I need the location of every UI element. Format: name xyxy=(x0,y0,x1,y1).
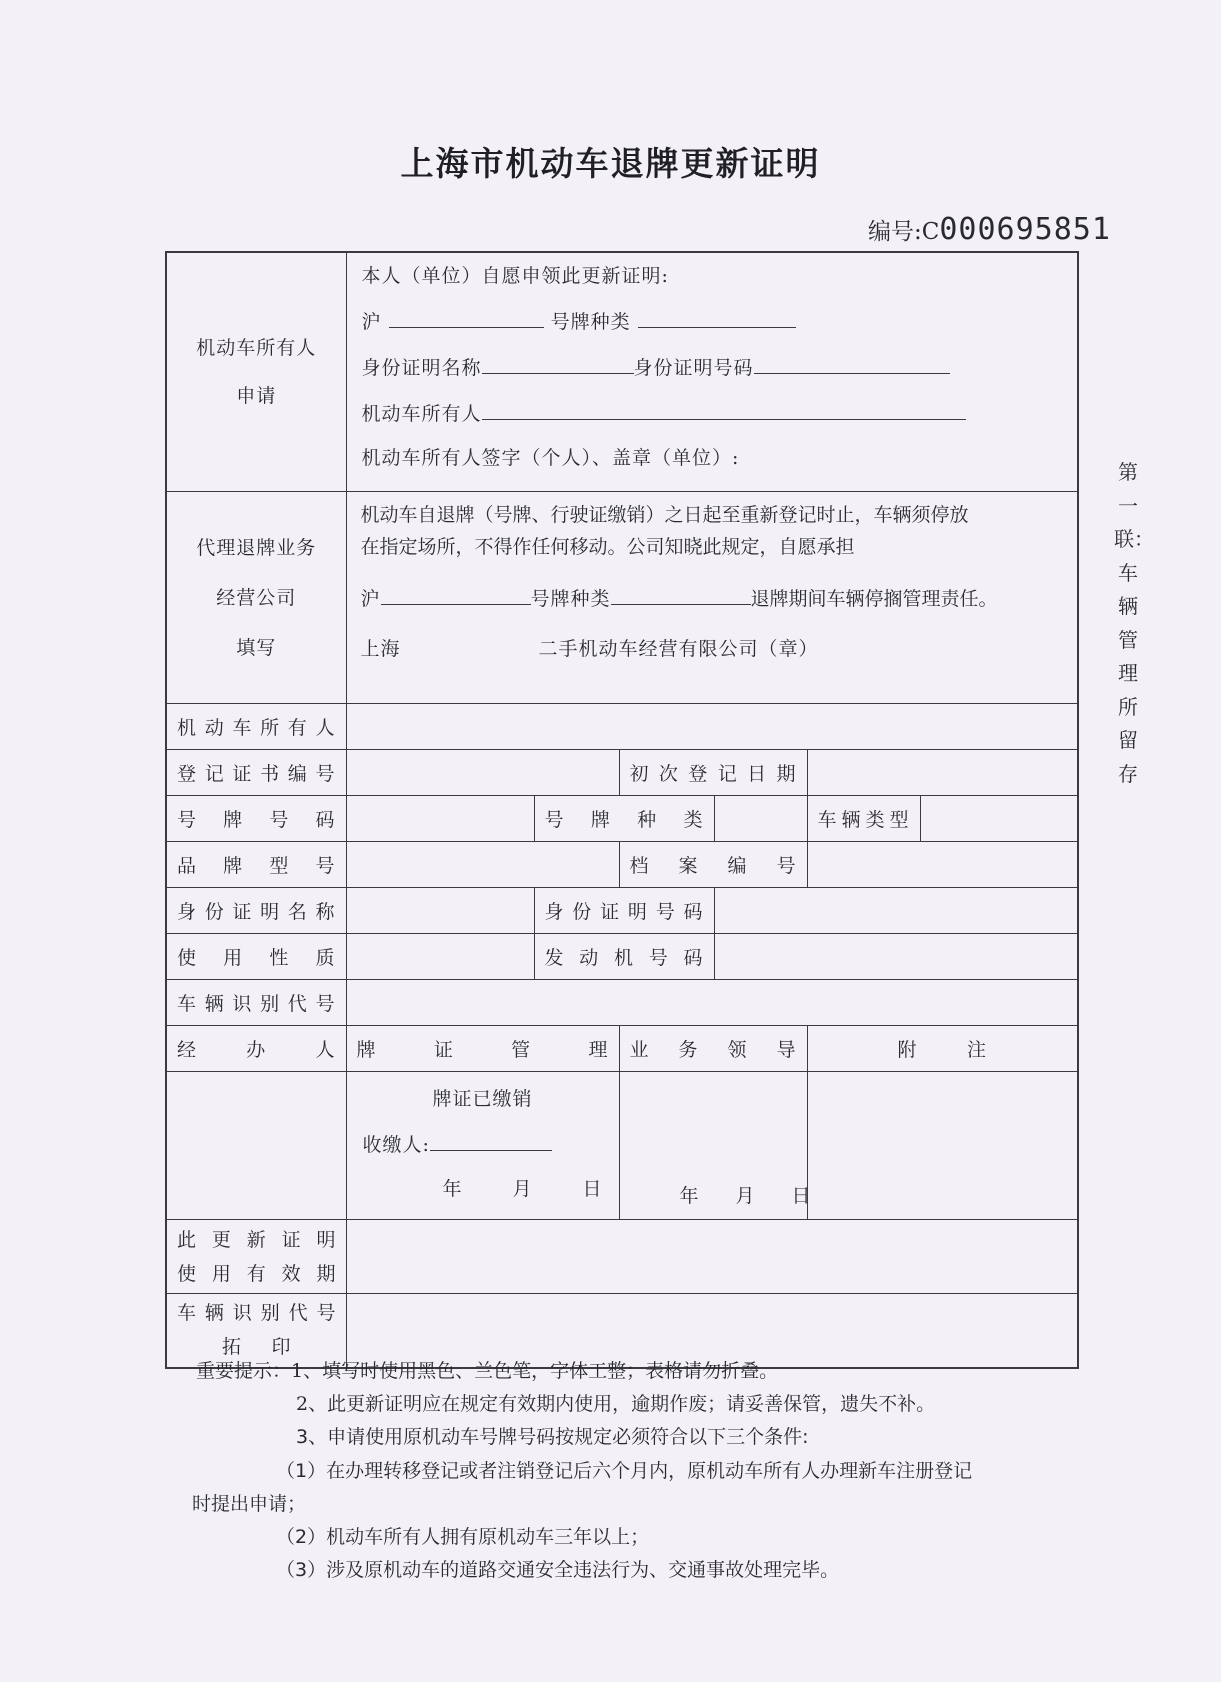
plate-number-blank[interactable] xyxy=(389,309,544,328)
value-vin[interactable] xyxy=(346,980,1078,1026)
label-plate-type: 号牌种类 xyxy=(534,796,714,842)
agent-row xyxy=(166,492,1078,704)
note-4a: （1）在办理转移登记或者注销登记后六个月内，原机动车所有人办理新车注册登记 xyxy=(276,1460,973,1482)
label-leader: 业务领导 xyxy=(619,1026,807,1072)
owner-name-blank[interactable] xyxy=(482,401,966,420)
id-number-blank[interactable] xyxy=(754,355,950,374)
remark-cell[interactable] xyxy=(807,1072,1078,1220)
note-5: （2）机动车所有人拥有原机动车三年以上； xyxy=(276,1526,650,1548)
note-4b: 时提出申请； xyxy=(192,1493,307,1515)
row-plate xyxy=(166,796,1078,842)
label-vin: 车辆识别代号 xyxy=(166,980,346,1026)
value-first-reg-date[interactable] xyxy=(807,750,1078,796)
handler-cell[interactable] xyxy=(166,1072,346,1220)
page-title: 上海市机动车退牌更新证明 xyxy=(400,144,821,183)
value-usage[interactable] xyxy=(346,934,534,980)
row-owner xyxy=(166,704,1078,750)
owner-apply-block: 本人（单位）自愿申领此更新证明: 沪 号牌种类 身份证明名称 身份证明号码 机动车所有人 机动车所有人签字（个人）、盖章（单位）: xyxy=(346,252,1078,492)
value-id-number[interactable] xyxy=(714,888,1078,934)
serial-label: 编号:C xyxy=(868,219,940,245)
agent-text-1: 机动车自退牌（号牌、行驶证缴销）之日起至重新登记时止，车辆须停放 xyxy=(360,504,969,526)
value-vehicle-type[interactable] xyxy=(920,796,1078,842)
label-usage: 使用性质 xyxy=(166,934,346,980)
leader-cell[interactable]: 年 月 日 xyxy=(619,1072,807,1220)
owner-statement: 本人（单位）自愿申领此更新证明: xyxy=(361,265,669,287)
label-first-reg-date: 初次登记日期 xyxy=(619,750,807,796)
row-validity xyxy=(166,1220,1078,1294)
agent-plate-blank[interactable] xyxy=(381,586,531,605)
label-id-number: 身份证明号码 xyxy=(534,888,714,934)
value-owner[interactable] xyxy=(346,704,1078,750)
label-file-no: 档案编号 xyxy=(619,842,807,888)
row-usage xyxy=(166,934,1078,980)
certificate-table xyxy=(165,251,1079,1369)
owner-sign: 机动车所有人签字（个人）、盖章（单位）: xyxy=(361,447,740,469)
agent-block: 机动车自退牌（号牌、行驶证缴销）之日起至重新登记时止，车辆须停放 在指定场所，不得作任何移动。公司知晓此规定，自愿承担 沪 号牌种类 退牌期间车辆停搁管理责任。 上海 二手机动车经营有限公司（章） xyxy=(346,492,1078,704)
label-engine-no: 发动机号码 xyxy=(534,934,714,980)
row-handling-body xyxy=(166,1072,1078,1220)
owner-apply-label: 机动车所有人 申请 xyxy=(166,252,346,492)
agent-text-2: 在指定场所，不得作任何移动。公司知晓此规定，自愿承担 xyxy=(360,536,855,558)
row-cert xyxy=(166,750,1078,796)
row-vin xyxy=(166,980,1078,1026)
row-handling-header xyxy=(166,1026,1078,1072)
value-plate-no[interactable] xyxy=(346,796,534,842)
label-remark: 附注 xyxy=(807,1026,1078,1072)
row-brand xyxy=(166,842,1078,888)
label-vehicle-type: 车辆类型 xyxy=(807,796,920,842)
value-brand-model[interactable] xyxy=(346,842,619,888)
label-plate-no: 号牌号码 xyxy=(166,796,346,842)
label-brand-model: 品牌型号 xyxy=(166,842,346,888)
serial-number xyxy=(868,212,1111,247)
serial-value: 000695851 xyxy=(939,212,1111,247)
value-engine-no[interactable] xyxy=(714,934,1078,980)
note-3: 3、申请使用原机动车号牌号码按规定必须符合以下三个条件: xyxy=(296,1426,809,1448)
value-file-no[interactable] xyxy=(807,842,1078,888)
note-1: 重要提示：1、填写时使用黑色、兰色笔，字体工整；表格请勿折叠。 xyxy=(196,1360,779,1382)
copy-side-note: 第一联：车辆管理所留存 xyxy=(1114,460,1154,786)
cancelled-text: 牌证已缴销 xyxy=(432,1088,533,1110)
collector-blank[interactable] xyxy=(430,1132,552,1151)
agent-plate-type-blank[interactable] xyxy=(611,586,751,605)
value-id-name[interactable] xyxy=(346,888,534,934)
label-owner: 机动车所有人 xyxy=(166,704,346,750)
plate-mgmt-cell: 牌证已缴销 收缴人: 年 月 日 xyxy=(346,1072,619,1220)
label-cert-no: 登记证书编号 xyxy=(166,750,346,796)
label-plate-mgmt: 牌证管理 xyxy=(346,1026,619,1072)
plate-type-blank[interactable] xyxy=(638,309,796,328)
agent-label: 代理退牌业务 经营公司 填写 xyxy=(166,492,346,704)
owner-apply-row xyxy=(166,252,1078,492)
note-6: （3）涉及原机动车的道路交通安全违法行为、交通事故处理完毕。 xyxy=(276,1559,840,1581)
value-cert-no[interactable] xyxy=(346,750,619,796)
value-validity[interactable] xyxy=(346,1220,1078,1294)
id-name-blank[interactable] xyxy=(482,355,634,374)
label-vin-rub: 车辆识别代号 拓印 xyxy=(166,1294,346,1368)
label-handler: 经办人 xyxy=(166,1026,346,1072)
label-id-name: 身份证明名称 xyxy=(166,888,346,934)
value-plate-type[interactable] xyxy=(714,796,807,842)
note-2: 2、此更新证明应在规定有效期内使用，逾期作废；请妥善保管，遗失不补。 xyxy=(296,1393,936,1415)
label-validity: 此更新证明 使用有效期 xyxy=(166,1220,346,1294)
row-id xyxy=(166,888,1078,934)
